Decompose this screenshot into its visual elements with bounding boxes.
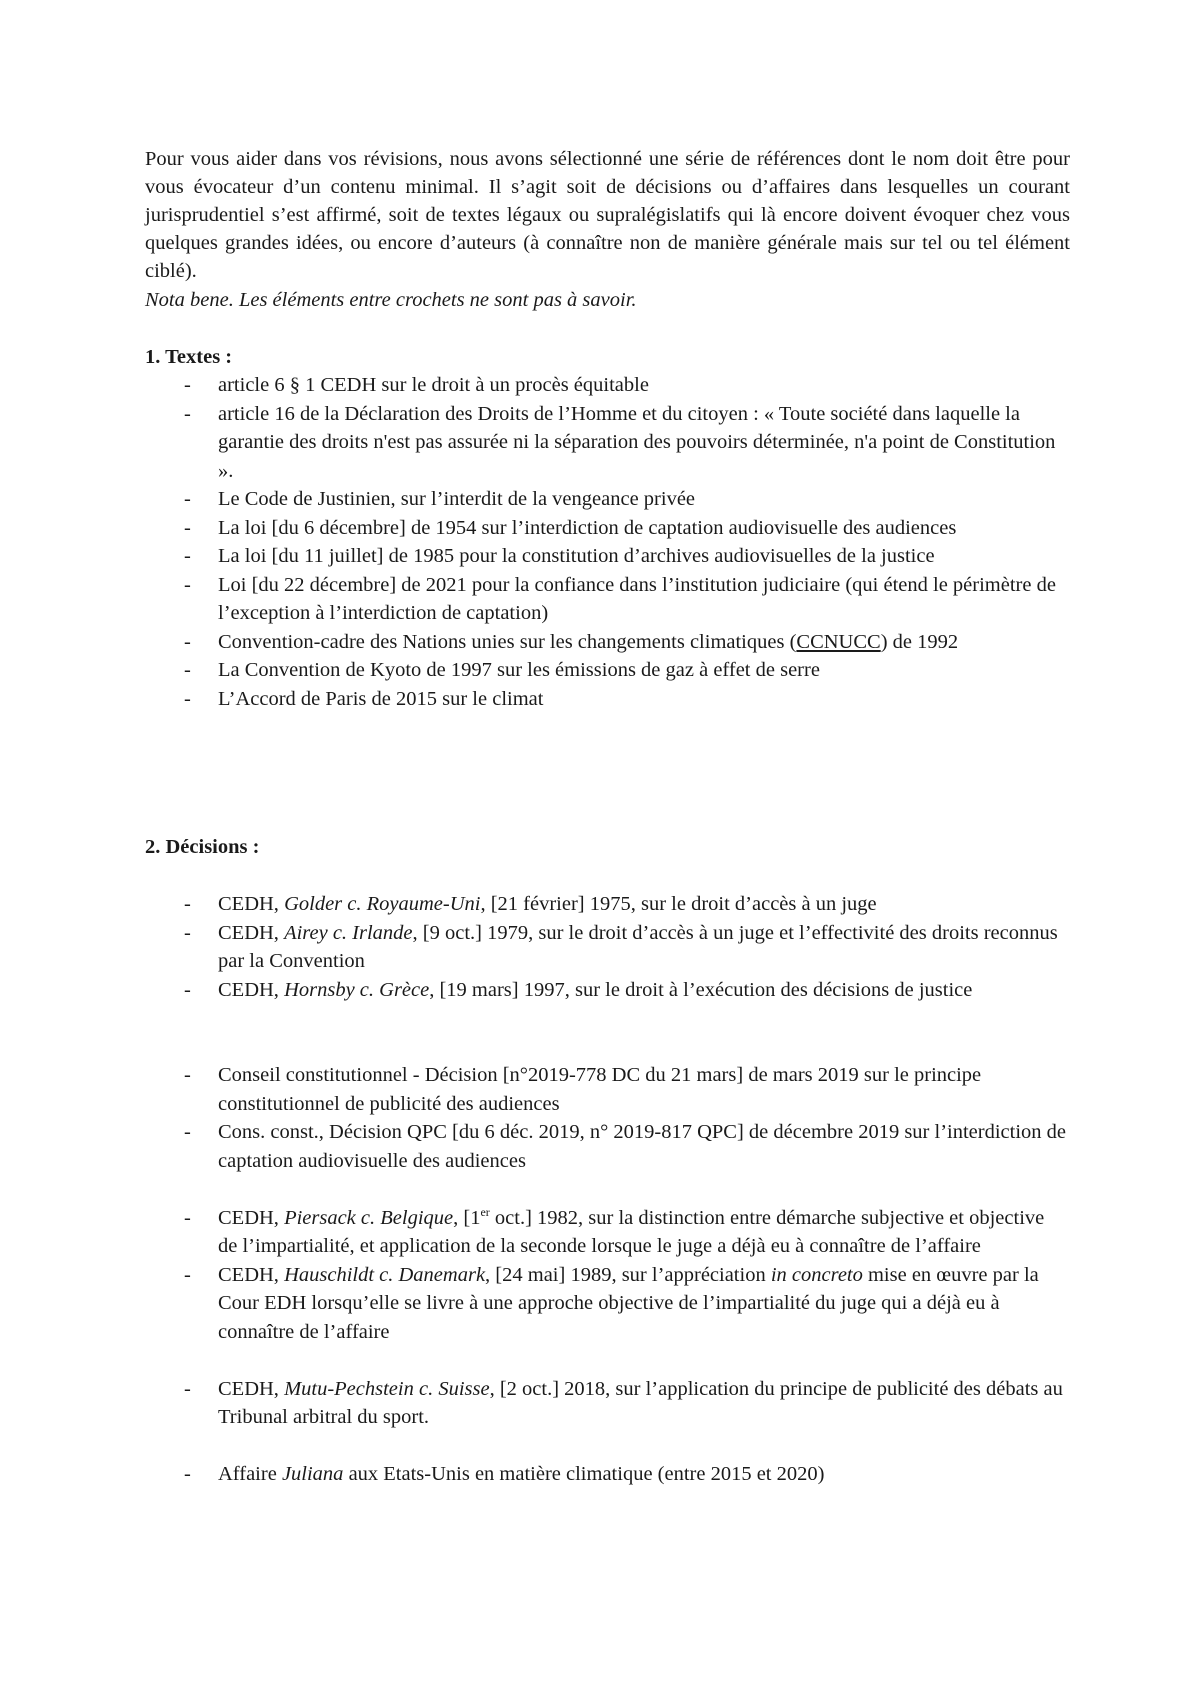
list-dash: -	[184, 659, 191, 681]
list-dash: -	[184, 1064, 191, 1086]
latin-term: in concreto	[770, 1263, 863, 1286]
spacer	[0, 1175, 1200, 1204]
list-dash: -	[184, 1206, 191, 1229]
spacer	[0, 1004, 1200, 1061]
case-name: Golder c. Royaume-Uni	[284, 893, 481, 915]
list-item: - Le Code de Justinien, sur l’interdit de la vengeance privée	[0, 485, 1068, 514]
list-dash: -	[184, 573, 191, 596]
intro-paragraph: Pour vous aider dans vos révisions, nous avons sélectionné une série de références dont le nom doit être pour vous évocateur d’un contenu minimal. Il s’agit soit de décisions ou d’affaires dans lesquelles un courant jurisprudentiel s’est affirmé, soit de textes légaux ou supralégislatifs qui là encore doivent évoquer chez vous quelques grandes idées, ou encore d’auteurs (à connaître non de manière générale mais sur tel ou tel élément ciblé).	[145, 148, 1070, 282]
list-item: - CEDH, Hornsby c. Grèce, [19 mars] 1997, sur le droit à l’exécution des décisions de justice	[0, 976, 1068, 1005]
list-dash: -	[184, 402, 191, 425]
list-item: - article 6 § 1 CEDH sur le droit à un procès équitable	[0, 371, 1068, 400]
list-dash: -	[184, 978, 191, 1001]
list-item: - CEDH, Golder c. Royaume-Uni, [21 février] 1975, sur le droit d’accès à un juge	[0, 890, 1068, 919]
case-name: Juliana	[281, 1463, 344, 1485]
list-dash: -	[184, 687, 191, 710]
spacer	[0, 1346, 1200, 1375]
list-dash: -	[184, 1121, 191, 1143]
list-dash: -	[184, 630, 191, 653]
list-item: - Affaire Juliana aux Etats-Unis en matière climatique (entre 2015 et 2020)	[0, 1460, 1068, 1489]
list-item: - article 16 de la Déclaration des Droits de l’Homme et du citoyen : « Toute société dans laquelle la garantie des droits n'est pas assurée ni la séparation des pouvoirs déterminée, n'a point de Constitution ».	[0, 400, 1068, 486]
list-item: - Convention-cadre des Nations unies sur les changements climatiques (CCNUCC) de 1992	[0, 628, 1068, 657]
case-name: Airey c. Irlande	[284, 921, 413, 944]
decisions-list	[0, 890, 1200, 1489]
case-name: Hauschildt c. Danemark	[284, 1263, 486, 1286]
list-item: - CEDH, Hauschildt c. Danemark, [24 mai] 1989, sur l’appréciation in concreto mise en œuvre par la Cour EDH lorsqu’elle se livre à une approche objective de l’impartialité du juge qui a déjà eu à connaître de l’affaire	[0, 1261, 1068, 1347]
list-dash: -	[184, 893, 191, 915]
list-item: - La Convention de Kyoto de 1997 sur les émissions de gaz à effet de serre	[0, 656, 1068, 685]
list-dash: -	[184, 516, 191, 539]
nota-bene: Nota bene. Les éléments entre crochets ne sont pas à savoir.	[145, 289, 637, 311]
list-dash: -	[184, 1463, 191, 1485]
list-item: - Loi [du 22 décembre] de 2021 pour la confiance dans l’institution judiciaire (qui étend le périmètre de l’exception à l’interdiction de captation)	[0, 571, 1068, 628]
list-dash: -	[184, 1377, 191, 1400]
case-name: Hornsby c. Grèce	[284, 978, 430, 1001]
spacer	[0, 1432, 1200, 1461]
list-dash: -	[184, 1263, 191, 1286]
list-dash: -	[184, 921, 191, 944]
case-name: Mutu-Pechstein c. Suisse	[284, 1377, 490, 1400]
list-item: - CEDH, Mutu-Pechstein c. Suisse, [2 oct.] 2018, sur l’application du principe de publicité des débats au Tribunal arbitral du sport.	[0, 1375, 1068, 1432]
textes-list	[0, 371, 1200, 713]
heading-decisions: 2. Décisions :	[145, 836, 260, 858]
list-item: - La loi [du 11 juillet] de 1985 pour la constitution d’archives audiovisuelles de la justice	[0, 542, 1068, 571]
list-item: - La loi [du 6 décembre] de 1954 sur l’interdiction de captation audiovisuelle des audiences	[0, 514, 1068, 543]
case-name: Piersack c. Belgique	[284, 1206, 454, 1229]
list-item: - L’Accord de Paris de 2015 sur le climat	[0, 685, 1068, 714]
list-item: - CEDH, Airey c. Irlande, [9 oct.] 1979, sur le droit d’accès à un juge et l’effectivité des droits reconnus par la Convention	[0, 919, 1068, 976]
heading-textes: 1. Textes :	[145, 346, 233, 368]
ccnucc-link[interactable]: CCNUCC	[796, 630, 881, 653]
list-dash: -	[184, 545, 191, 567]
list-item: - Conseil constitutionnel - Décision [n°2019-778 DC du 21 mars] de mars 2019 sur le principe constitutionnel de publicité des audiences	[0, 1061, 1068, 1118]
list-item: - Cons. const., Décision QPC [du 6 déc. 2019, n° 2019-817 QPC] de décembre 2019 sur l’interdiction de captation audiovisuelle des audiences	[0, 1118, 1068, 1175]
list-dash: -	[184, 488, 191, 510]
list-dash: -	[184, 374, 191, 396]
list-item: - CEDH, Piersack c. Belgique, [1er oct.] 1982, sur la distinction entre démarche subjective et objective de l’impartialité, et application de la seconde lorsque le juge a déjà eu à connaître de l’affaire	[184, 1204, 1045, 1257]
